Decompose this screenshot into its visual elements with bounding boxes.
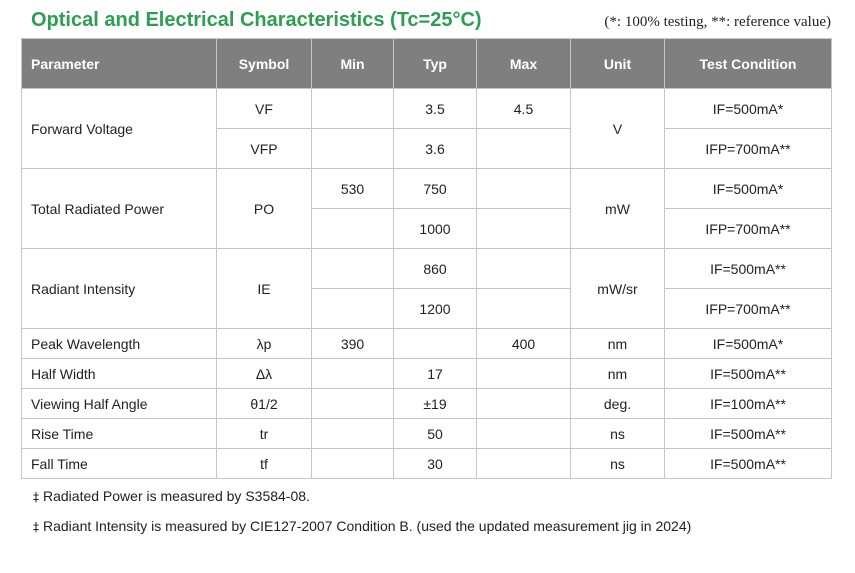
header-typ: Typ <box>394 39 477 89</box>
parameter-cell: Radiant Intensity <box>22 249 217 329</box>
typ-cell: 50 <box>394 419 477 449</box>
double-dagger-icon: ‡ <box>33 520 39 534</box>
table-row <box>22 389 832 419</box>
max-cell <box>477 359 571 389</box>
min-cell: 530 <box>312 169 394 209</box>
condition-cell: IF=500mA** <box>665 449 832 479</box>
footnotes <box>33 486 691 546</box>
condition-cell: IF=500mA** <box>665 419 832 449</box>
typ-cell: ±19 <box>394 389 477 419</box>
typ-cell: 3.6 <box>394 129 477 169</box>
table-row <box>22 359 832 389</box>
header-test-condition: Test Condition <box>665 39 832 89</box>
min-cell <box>312 249 394 289</box>
typ-cell: 3.5 <box>394 89 477 129</box>
typ-cell: 1000 <box>394 209 477 249</box>
min-cell <box>312 209 394 249</box>
footnote-radiant-intensity <box>33 516 691 546</box>
condition-cell: IFP=700mA** <box>665 289 832 329</box>
min-cell <box>312 289 394 329</box>
symbol-cell: VFP <box>217 129 312 169</box>
footnote-text: Radiated Power is measured by S3584-08. <box>43 488 310 504</box>
min-cell <box>312 419 394 449</box>
footnote-radiated-power <box>33 486 691 516</box>
max-cell <box>477 289 571 329</box>
typ-cell: 30 <box>394 449 477 479</box>
condition-cell: IF=500mA** <box>665 249 832 289</box>
header-min: Min <box>312 39 394 89</box>
table-row <box>22 449 832 479</box>
symbol-cell: tf <box>217 449 312 479</box>
table-row <box>22 89 832 129</box>
max-cell <box>477 449 571 479</box>
max-cell <box>477 209 571 249</box>
parameter-cell: Forward Voltage <box>22 89 217 169</box>
typ-cell: 17 <box>394 359 477 389</box>
min-cell <box>312 359 394 389</box>
symbol-cell: λp <box>217 329 312 359</box>
min-cell: 390 <box>312 329 394 359</box>
min-cell <box>312 389 394 419</box>
header-symbol: Symbol <box>217 39 312 89</box>
header-parameter: Parameter <box>22 39 217 89</box>
table-row <box>22 249 832 289</box>
max-cell: 400 <box>477 329 571 359</box>
condition-cell: IF=500mA* <box>665 329 832 359</box>
header-row <box>22 39 832 89</box>
table-row <box>22 169 832 209</box>
double-dagger-icon: ‡ <box>33 490 39 504</box>
footnote-text: Radiant Intensity is measured by CIE127-2007 Condition B. (used the updated measurement jig in 2024) <box>43 518 692 534</box>
parameter-cell: Rise Time <box>22 419 217 449</box>
symbol-cell: θ1/2 <box>217 389 312 419</box>
min-cell <box>312 449 394 479</box>
min-cell <box>312 89 394 129</box>
typ-cell: 860 <box>394 249 477 289</box>
unit-cell: nm <box>571 329 665 359</box>
condition-cell: IF=500mA* <box>665 169 832 209</box>
unit-cell: nm <box>571 359 665 389</box>
testing-legend-note: (*: 100% testing, **: reference value) <box>604 14 831 30</box>
unit-cell: ns <box>571 419 665 449</box>
max-cell <box>477 129 571 169</box>
min-cell <box>312 129 394 169</box>
symbol-cell: VF <box>217 89 312 129</box>
parameter-cell: Total Radiated Power <box>22 169 217 249</box>
unit-cell: mW/sr <box>571 249 665 329</box>
typ-cell <box>394 329 477 359</box>
unit-cell: ns <box>571 449 665 479</box>
condition-cell: IF=500mA* <box>665 89 832 129</box>
condition-cell: IFP=700mA** <box>665 129 832 169</box>
page-title: Optical and Electrical Characteristics (Tc=25°C) <box>31 9 482 31</box>
condition-cell: IFP=700mA** <box>665 209 832 249</box>
symbol-cell: IE <box>217 249 312 329</box>
characteristics-table <box>21 38 832 479</box>
max-cell <box>477 389 571 419</box>
parameter-cell: Viewing Half Angle <box>22 389 217 419</box>
table-row <box>22 419 832 449</box>
table-row <box>22 329 832 359</box>
parameter-cell: Fall Time <box>22 449 217 479</box>
max-cell <box>477 169 571 209</box>
condition-cell: IF=500mA** <box>665 359 832 389</box>
unit-cell: mW <box>571 169 665 249</box>
parameter-cell: Half Width <box>22 359 217 389</box>
max-cell <box>477 419 571 449</box>
max-cell <box>477 249 571 289</box>
parameter-cell: Peak Wavelength <box>22 329 217 359</box>
symbol-cell: Δλ <box>217 359 312 389</box>
unit-cell: deg. <box>571 389 665 419</box>
unit-cell: V <box>571 89 665 169</box>
max-cell: 4.5 <box>477 89 571 129</box>
symbol-cell: PO <box>217 169 312 249</box>
condition-cell: IF=100mA** <box>665 389 832 419</box>
typ-cell: 1200 <box>394 289 477 329</box>
header-max: Max <box>477 39 571 89</box>
typ-cell: 750 <box>394 169 477 209</box>
symbol-cell: tr <box>217 419 312 449</box>
header-unit: Unit <box>571 39 665 89</box>
